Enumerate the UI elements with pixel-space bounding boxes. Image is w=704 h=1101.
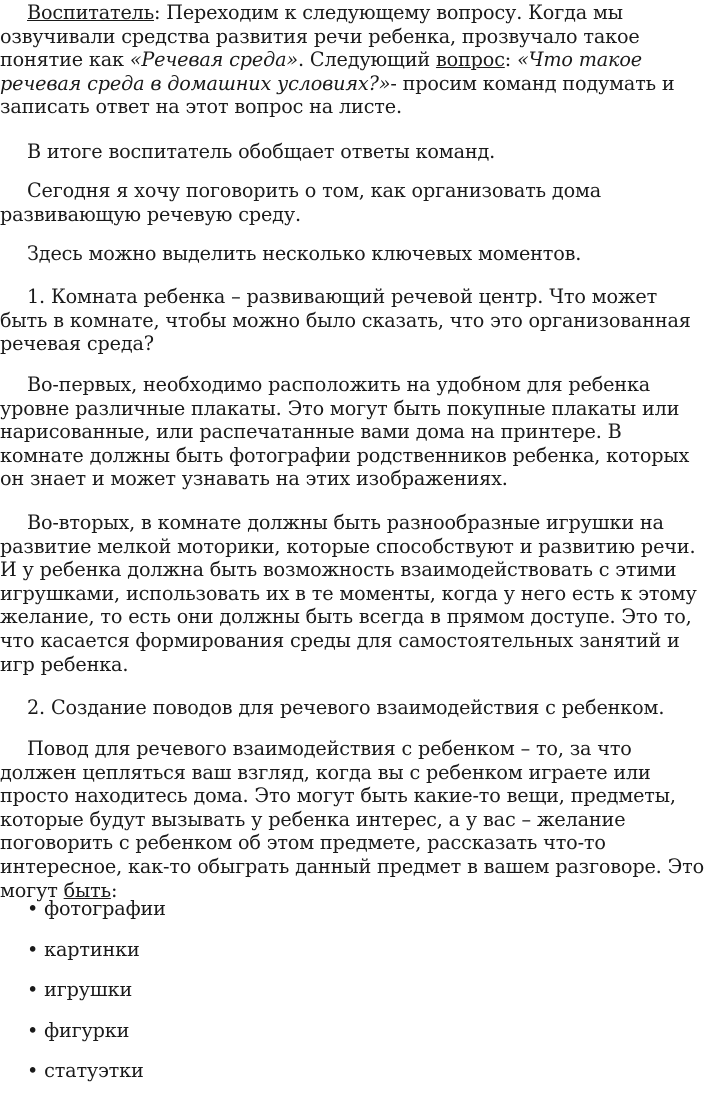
paragraph-secondly: Во-вторых, в комнате должны быть разнообразные игрушки на развитие мелкой моторики, которые способствуют и развитию речи. И у ребенка должна быть возможность взаимодействовать с этими игрушками, использовать их в те моменты, когда у него есть к этому желание, то есть они должны быть всегда в прямом доступе. Это то, что касается формирования среды для самостоятельных занятий и игр ребенка. xyxy=(0,511,697,676)
paragraph-summary: В итоге воспитатель обобщает ответы команд. xyxy=(27,140,496,163)
reasons-end: : xyxy=(110,878,118,902)
paragraph-reasons xyxy=(0,737,704,902)
list-item-text: • фигурки xyxy=(27,1019,130,1042)
list-item-text: • статуэтки xyxy=(27,1059,144,1082)
question-word: вопрос xyxy=(435,48,505,72)
paragraph-intro xyxy=(0,1,704,119)
list-item xyxy=(0,1059,704,1083)
paragraph-point-2: 2. Создание поводов для речевого взаимодействия с ребенком. xyxy=(27,696,665,719)
underlined-word: быть xyxy=(63,878,111,902)
paragraph-point-1: 1. Комната ребенка – развивающий речевой центр. Что может быть в комнате, чтобы можно было сказать, что это организованная речевая среда? xyxy=(0,285,691,356)
question-text: «Что такое речевая среда в домашних условиях?» xyxy=(0,48,642,95)
paragraph-topic: Сегодня я хочу поговорить о том, как организовать дома развивающую речевую среду. xyxy=(0,179,602,226)
list-item-text: • фотографии xyxy=(27,897,166,920)
list-item xyxy=(0,938,704,962)
outro-text: - просим команд подумать и записать ответ на этот вопрос на листе. xyxy=(0,71,675,119)
mid-text: . Следующий xyxy=(298,48,436,72)
reasons-text: Повод для речевого взаимодействия с ребенком – то, за что должен цепляться ваш взгляд, когда вы с ребенком играете или просто находитесь дома. Это могут быть какие-то вещи, предметы, которые будут вызывать у ребенка интерес, а у вас – желание поговорить с ребенком об этом предмете, рассказать что-то интересное, как-то обыграть данный предмет в вашем разговоре. Это могут xyxy=(0,737,704,902)
intro-text: : Переходим к следующему вопросу. Когда мы озвучивали средства развития речи ребенка, прозвучало такое понятие как xyxy=(0,1,640,72)
list-item xyxy=(0,897,704,921)
list-item-text: • игрушки xyxy=(27,978,133,1001)
paragraph-key-points: Здесь можно выделить несколько ключевых моментов. xyxy=(27,242,582,265)
term-speech-environment: «Речевая среда» xyxy=(129,48,299,72)
list-item xyxy=(0,1019,704,1043)
list-item-text: • картинки xyxy=(27,938,140,961)
speaker-label: Воспитатель xyxy=(27,1,154,24)
paragraph-firstly: Во-первых, необходимо расположить на удобном для ребенка уровне различные плакаты. Это могут быть покупные плакаты или нарисованные, или распечатанные вами дома на принтере. В комнате должны быть фотографии родственников ребенка, которых он знает и может узнавать на этих изображениях. xyxy=(0,373,690,491)
colon-text: : xyxy=(504,48,518,72)
list-item xyxy=(0,978,704,1002)
